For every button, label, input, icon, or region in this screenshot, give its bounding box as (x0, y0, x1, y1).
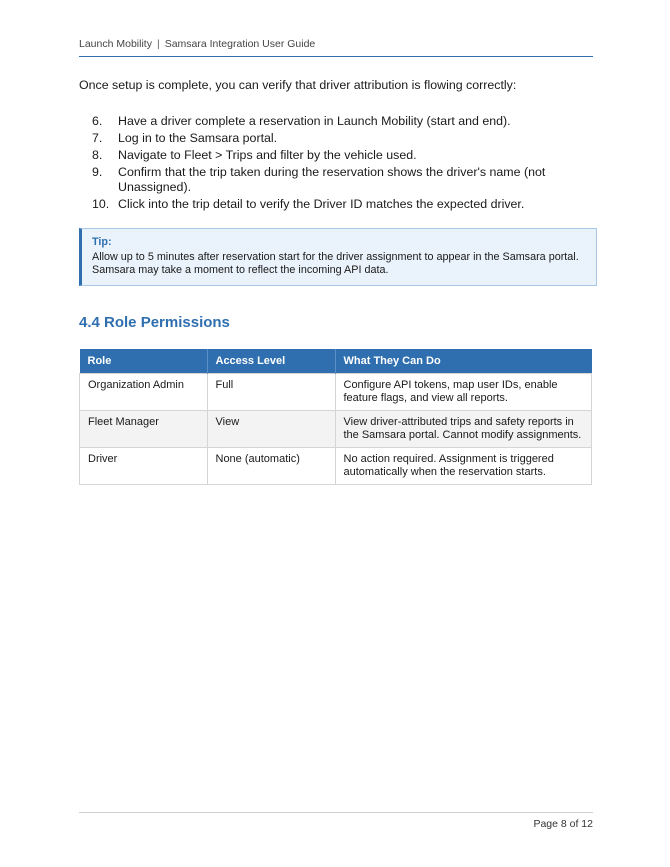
column-header-what-they-can-do: What They Can Do (335, 349, 592, 374)
intro-paragraph: Once setup is complete, you can verify that driver attribution is flowing correctly: (79, 78, 517, 92)
table-row (80, 411, 592, 448)
step-text: Click into the trip detail to verify the Driver ID matches the expected driver. (118, 197, 525, 211)
header-separator: | (156, 38, 160, 50)
step-text: Confirm that the trip taken during the reservation shows the driver's name (not Unassigned). (118, 165, 546, 194)
cell-access-level: None (automatic) (207, 448, 335, 485)
tip-title: Tip: (92, 236, 112, 248)
table-row (80, 374, 592, 411)
role-permissions-table (79, 349, 592, 485)
header-company: Launch Mobility (79, 38, 152, 50)
cell-role: Driver (80, 448, 208, 485)
section-heading: 4.4 Role Permissions (79, 314, 230, 331)
list-item (92, 114, 572, 129)
step-number: 10. (92, 197, 110, 211)
column-header-access-level: Access Level (207, 349, 335, 374)
list-item (92, 165, 572, 195)
table-header-row (80, 349, 592, 374)
cell-access-level: View (207, 411, 335, 448)
table-row (80, 448, 592, 485)
tip-body: Allow up to 5 minutes after reservation start for the driver assignment to appear in the Samsara portal. Samsara may take a moment to reflect the incoming API data. (92, 250, 579, 276)
step-text: Log in to the Samsara portal. (118, 131, 278, 145)
header-doc-title: Samsara Integration User Guide (164, 38, 316, 50)
cell-description: Configure API tokens, map user IDs, enable feature flags, and view all reports. (335, 374, 592, 411)
cell-role: Organization Admin (80, 374, 208, 411)
page-footer (79, 812, 593, 830)
page-number: Page 8 of 12 (533, 818, 593, 830)
verification-steps-list (92, 114, 572, 214)
list-item (92, 197, 572, 212)
cell-description: No action required. Assignment is triggered automatically when the reservation starts. (335, 448, 592, 485)
cell-description: View driver-attributed trips and safety reports in the Samsara portal. Cannot modify assignments. (335, 411, 592, 448)
step-text: Navigate to Fleet > Trips and filter by the vehicle used. (118, 148, 417, 162)
cell-role: Fleet Manager (80, 411, 208, 448)
step-number: 7. (92, 131, 103, 145)
step-number: 8. (92, 148, 103, 162)
step-number: 6. (92, 114, 103, 128)
list-item (92, 131, 572, 146)
tip-callout (79, 228, 597, 286)
page-header (79, 38, 593, 57)
step-number: 9. (92, 165, 103, 179)
list-item (92, 148, 572, 163)
cell-access-level: Full (207, 374, 335, 411)
step-text: Have a driver complete a reservation in Launch Mobility (start and end). (118, 114, 511, 128)
column-header-role: Role (80, 349, 208, 374)
